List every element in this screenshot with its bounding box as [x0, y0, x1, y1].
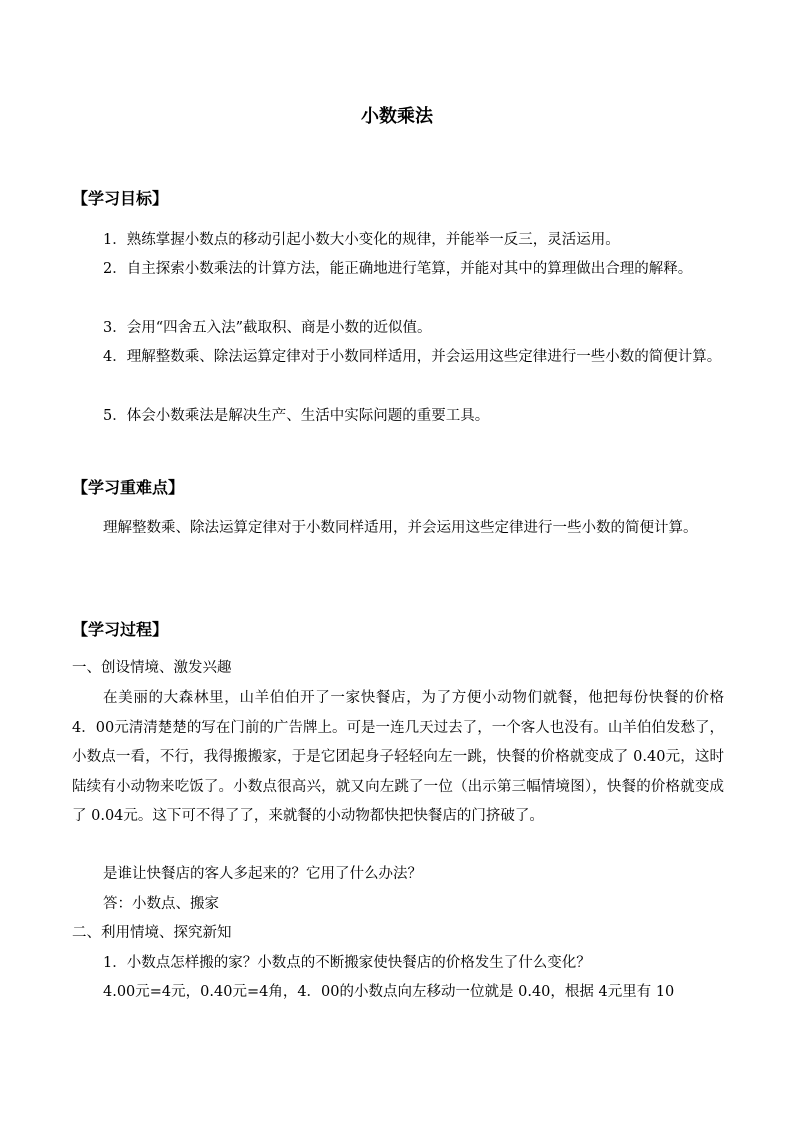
- section1-story: 在美丽的大森林里，山羊伯伯开了一家快餐店，为了方便小动物们就餐，他把每份快餐的价格 4．00元清清楚楚的写在门前的广告牌上。可是一连几天过去了，一个客人也没有。山羊伯伯发愁了，小数点一看，不行，我得搬搬家，于是它团起身子轻轻向左一跳，快餐的价格就变成了 0.40元，这时陆续有小动物来吃饭了。小数点很高兴，就又向左跳了一位（出示第三幅情境图），快餐的价格就变成了 0.04元。这下可不得了了，来就餐的小动物都快把快餐店的门挤破了。: [72, 690, 724, 824]
- section1-title: 一、创设情境、激发兴趣: [72, 660, 232, 676]
- objective-item-1: 1．熟练掌握小数点的移动引起小数大小变化的规律，并能举一反三，灵活运用。: [103, 232, 620, 248]
- section2-title: 二、利用情境、探究新知: [72, 925, 232, 941]
- page-title: 小数乘法: [361, 106, 433, 127]
- objective-item-3: 3．会用“四舍五入法”截取积、商是小数的近似值。: [103, 320, 432, 336]
- process-heading: 【学习过程】: [72, 620, 169, 639]
- section2-line: 4.00元=4元，0.40元=4角，4．00的小数点向左移动一位就是 0.40，根据 4元里有 10: [103, 984, 675, 1000]
- keypoints-text: 理解整数乘、除法运算定律对于小数同样适用，并会运用这些定律进行一些小数的简便计算。: [103, 520, 698, 536]
- section1-question: 是谁让快餐店的客人多起来的？它用了什么办法？: [103, 866, 422, 882]
- objective-item-2: 2．自主探索小数乘法的计算方法，能正确地进行笔算，并能对其中的算理做出合理的解释。: [103, 261, 693, 277]
- objectives-heading: 【学习目标】: [72, 189, 169, 208]
- section2-question: 1．小数点怎样搬的家？小数点的不断搬家使快餐店的价格发生了什么变化？: [103, 955, 591, 971]
- section1-answer: 答：小数点、搬家: [103, 896, 219, 912]
- objective-item-5: 5．体会小数乘法是解决生产、生活中实际问题的重要工具。: [103, 408, 490, 424]
- objective-item-4: 4．理解整数乘、除法运算定律对于小数同样适用，并会运用这些定律进行一些小数的简便计算。: [103, 349, 722, 365]
- keypoints-heading: 【学习重难点】: [72, 478, 185, 497]
